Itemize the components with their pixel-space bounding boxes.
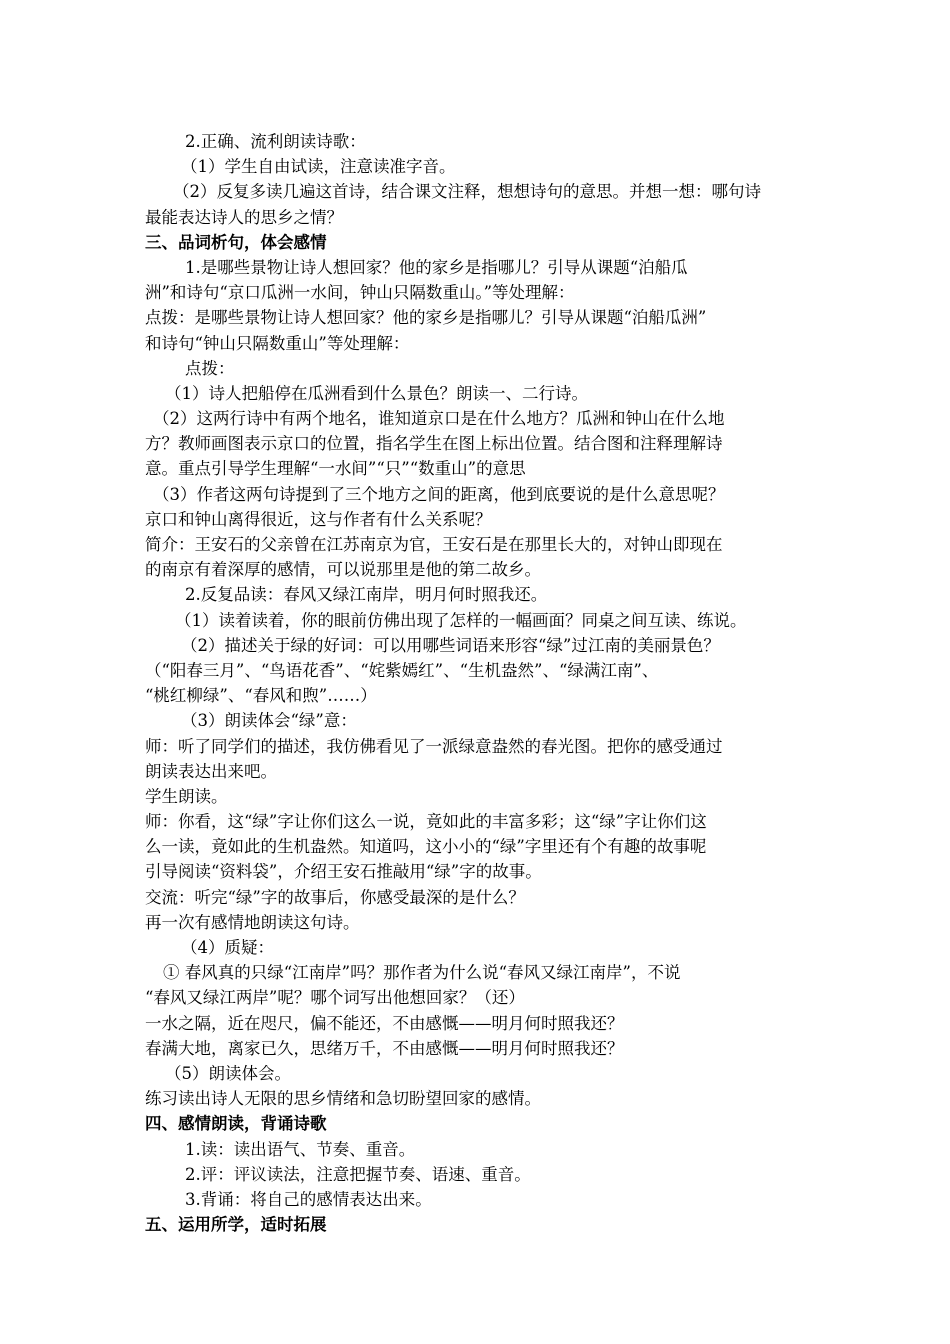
text-line: （1）学生自由试读，注意读准字音。 xyxy=(181,157,456,177)
text-line: 再一次有感情地朗读这句诗。 xyxy=(145,912,360,932)
text-line: 方？教师画图表示京口的位置，指名学生在图上标出位置。结合图和注释理解诗 xyxy=(145,434,723,454)
text-line: 2.正确、流利朗读诗歌： xyxy=(185,132,366,151)
text-line: 2.反复品读：春风又绿江南岸，明月何时照我还。 xyxy=(185,585,548,605)
text-line: （2）反复多读几遍这首诗，结合课文注释，想想诗句的意思。并想一想：哪句诗 xyxy=(173,182,761,202)
section-heading: 三、品词析句，体会感情 xyxy=(145,232,327,252)
section-heading: 五、运用所学，适时拓展 xyxy=(145,1215,327,1235)
document-body xyxy=(145,129,810,1237)
text-line: 洲”和诗句“京口瓜洲一水间，钟山只隔数重山。”等处理解： xyxy=(145,283,575,303)
text-line: （1）读着读着，你的眼前仿佛出现了怎样的一幅画面？同桌之间互读、练说。 xyxy=(175,610,747,630)
text-line: 简介：王安石的父亲曾在江苏南京为官，王安石是在那里长大的，对钟山即现在 xyxy=(145,535,723,554)
text-line: （3）朗读体会“绿”意： xyxy=(181,711,357,731)
text-line: 一水之隔，近在咫尺，偏不能还，不由感慨——明月何时照我还？ xyxy=(145,1013,624,1033)
text-line: 和诗句“钟山只隔数重山”等处理解： xyxy=(145,333,410,353)
text-line: 的南京有着深厚的感情，可以说那里是他的第二故乡。 xyxy=(145,560,541,580)
text-line: 点拨： xyxy=(185,358,235,378)
text-line: 2.评：评议读法，注意把握节奏、语速、重音。 xyxy=(185,1164,531,1184)
text-line: 3.背诵：将自己的感情表达出来。 xyxy=(185,1189,432,1209)
text-line: 师：你看，这“绿”字让你们这么一说，竟如此的丰富多彩；这“绿”字让你们这 xyxy=(145,812,707,832)
text-line: “桃红柳绿”、“春风和煦”……） xyxy=(145,686,377,706)
text-line: 师：听了同学们的描述，我仿佛看见了一派绿意盎然的春光图。把你的感受通过 xyxy=(145,736,723,756)
text-line: 京口和钟山离得很近，这与作者有什么关系呢？ xyxy=(145,509,492,529)
text-line: 1.读：读出语气、节奏、重音。 xyxy=(185,1139,416,1159)
section-heading: 四、感情朗读，背诵诗歌 xyxy=(145,1114,327,1134)
text-line: 学生朗读。 xyxy=(145,786,228,806)
text-line: “春风又绿江两岸”呢？哪个词写出他想回家？（还） xyxy=(145,988,525,1008)
text-line: （2）描述关于绿的好词：可以用哪些词语来形容“绿”过江南的美丽景色？ xyxy=(181,635,720,655)
text-line: （1）诗人把船停在瓜洲看到什么景色？朗读一、二行诗。 xyxy=(165,383,588,403)
text-line: 练习读出诗人无限的思乡情绪和急切盼望回家的感情。 xyxy=(145,1089,541,1109)
text-line: 引导阅读“资料袋”，介绍王安石推敲用“绿”字的故事。 xyxy=(145,862,542,882)
text-line: 意。重点引导学生理解“一水间”“只”“数重山”的意思 xyxy=(145,459,526,479)
text-line: 么一读，竟如此的生机盎然。知道吗，这小小的“绿”字里还有个有趣的故事呢 xyxy=(145,837,707,857)
text-line: （4）质疑： xyxy=(181,938,274,957)
text-line: （3）作者这两句诗提到了三个地方之间的距离，他到底要说的是什么意思呢？ xyxy=(153,484,725,504)
text-line: ① 春风真的只绿“江南岸”吗？那作者为什么说“春风又绿江南岸”，不说 xyxy=(163,963,681,983)
text-line: 最能表达诗人的思乡之情？ xyxy=(145,207,343,227)
text-line: 春满大地，离家已久，思绪万千，不由感慨——明月何时照我还？ xyxy=(145,1038,624,1058)
text-line: 点拨：是哪些景物让诗人想回家？他的家乡是指哪儿？引导从课题“泊船瓜洲” xyxy=(145,308,707,328)
text-line: 1.是哪些景物让诗人想回家？他的家乡是指哪儿？引导从课题“泊船瓜 xyxy=(185,257,688,277)
text-line: （5）朗读体会。 xyxy=(165,1063,291,1083)
text-line: （“阳春三月”、“鸟语花香”、“姹紫嫣红”、“生机盎然”、“绿满江南”、 xyxy=(145,660,659,680)
text-line: 交流：听完“绿”字的故事后，你感受最深的是什么？ xyxy=(145,887,525,907)
text-line: （2）这两行诗中有两个地名，谁知道京口是在什么地方？瓜洲和钟山在什么地 xyxy=(153,409,725,429)
text-line: 朗读表达出来吧。 xyxy=(145,761,277,781)
